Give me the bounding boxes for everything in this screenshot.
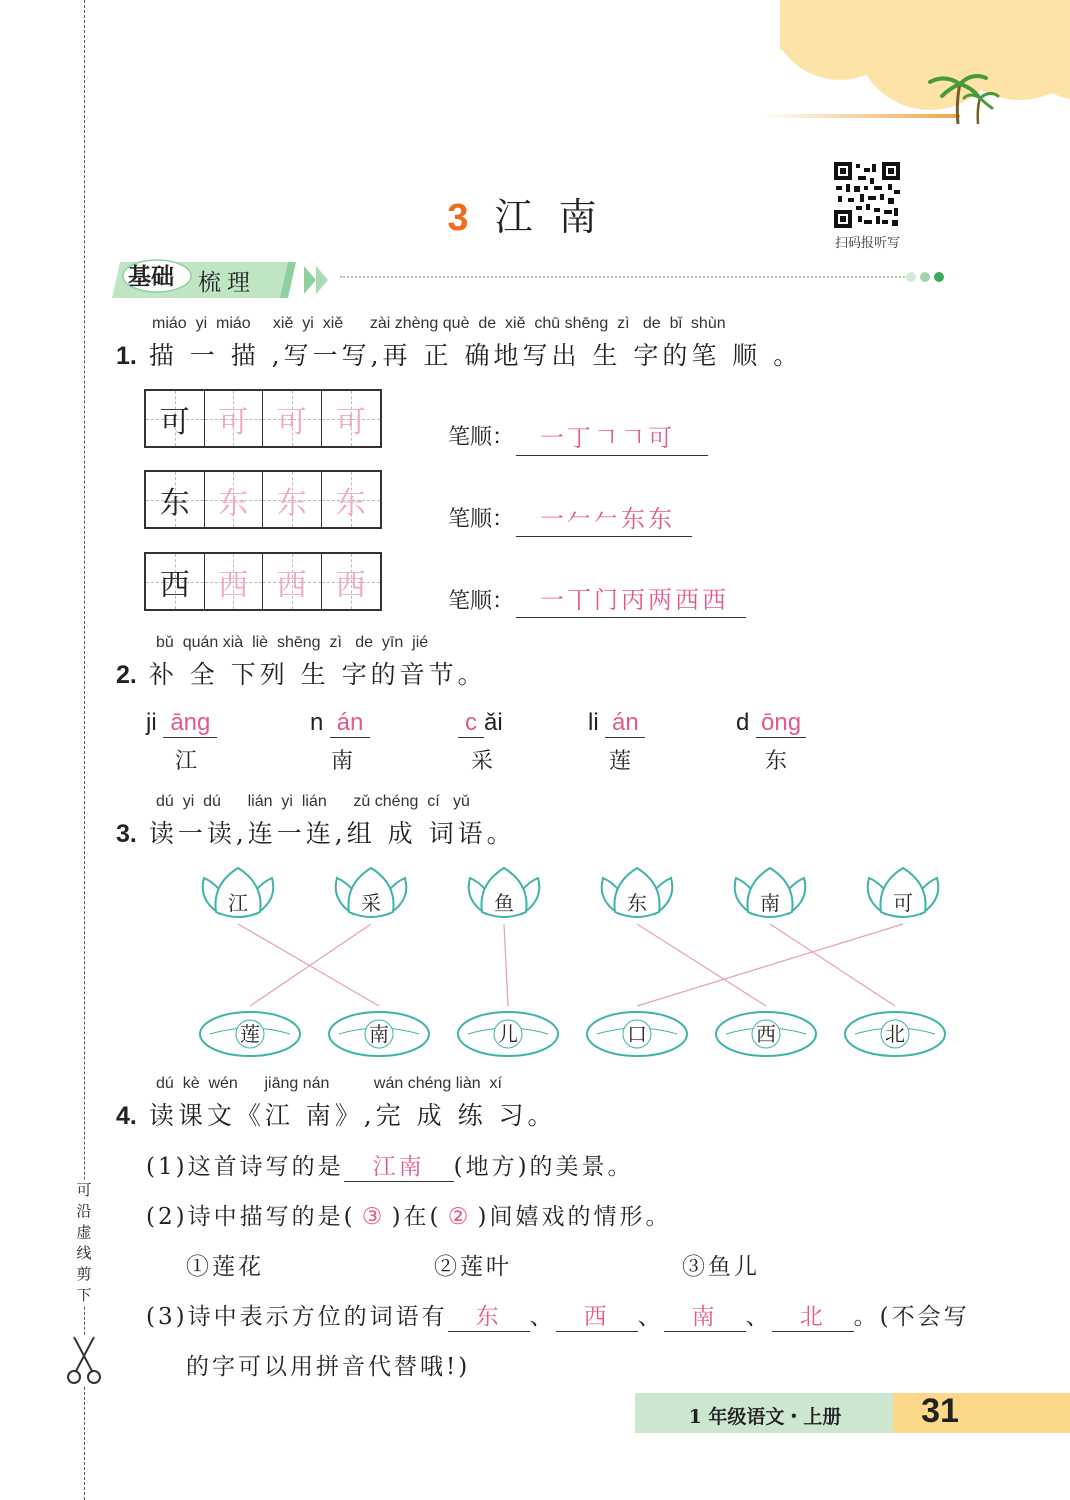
lotus-flower[interactable] xyxy=(602,868,673,917)
match-line xyxy=(250,924,371,1006)
q4-option: ②莲叶 xyxy=(434,1254,512,1280)
q4-part3: (3)诗中表示方位的词语有 东 、 西 、 南 、 北 。(不会写 xyxy=(146,1298,970,1332)
q1-title: 1. 描 一 描 ,写一写,再 正 确地写出 生 字的笔 顺 。 xyxy=(116,341,803,370)
palm-tree-icon xyxy=(920,66,1000,126)
stroke-order-label: 笔顺： xyxy=(448,507,515,532)
lotus-leaf[interactable] xyxy=(716,1012,816,1056)
syllable-item: li án xyxy=(588,709,645,738)
lesson-number: 3 xyxy=(447,197,471,239)
syllable-char: 莲 xyxy=(608,749,631,774)
lotus-leaf[interactable] xyxy=(458,1012,558,1056)
lotus-char: 可 xyxy=(893,891,913,915)
answer-blank: 江南 xyxy=(344,1148,454,1182)
match-line xyxy=(770,924,895,1006)
grid-cell-trace: 西 xyxy=(322,554,381,609)
dotted-divider xyxy=(340,276,908,278)
footer-grade: 1 年级语文・上册 xyxy=(688,1406,842,1428)
q4-option: ①莲花 xyxy=(186,1254,264,1280)
leaf-char: 南 xyxy=(369,1022,389,1046)
answer-blank: ③ xyxy=(361,1204,386,1230)
lotus-char: 东 xyxy=(627,891,647,915)
lotus-leaf[interactable] xyxy=(587,1012,687,1056)
qr-code-icon[interactable] xyxy=(834,162,900,228)
lotus-char: 鱼 xyxy=(494,891,514,915)
answer-blank: 南 xyxy=(664,1298,746,1332)
q4-part1: (1)这首诗写的是 江南 (地方)的美景。 xyxy=(146,1148,634,1182)
q4-part2: (2)诗中描写的是( ③ )在( ② )间嬉戏的情形。 xyxy=(146,1204,672,1230)
q1-pinyin: miáo yi miáo xiě yi xiě zài zhèng què de xiě chū shēng zì de bǐ shùn xyxy=(152,315,726,332)
stroke-order-answer-3: 一丅门丙两西西 xyxy=(516,580,746,618)
q4-pinyin: dú kè wén jiāng nán wán chéng liàn xí xyxy=(156,1075,502,1092)
lotus-flower[interactable] xyxy=(735,868,806,917)
section-title: 梳理 xyxy=(198,270,256,296)
lotus-matching-area[interactable] xyxy=(180,862,980,1072)
page-number: 31 xyxy=(921,1392,959,1430)
syllable-char: 采 xyxy=(470,749,493,774)
syllable-char: 南 xyxy=(330,749,353,774)
lotus-char: 采 xyxy=(361,891,381,915)
leaf-char: 口 xyxy=(627,1022,647,1046)
grid-cell-trace: 东 xyxy=(205,472,264,527)
grid-cell-trace: 可 xyxy=(263,391,322,446)
syllable-item: n án xyxy=(310,709,370,738)
qr-caption: 扫码报听写 xyxy=(834,236,900,251)
q2-title: 2. 补 全 下列 生 字的音节。 xyxy=(116,660,487,689)
syllable-item: d ōng xyxy=(736,709,806,738)
grid-cell-trace: 可 xyxy=(322,391,381,446)
grid-cell-trace: 西 xyxy=(205,554,264,609)
lotus-leaf[interactable] xyxy=(200,1012,300,1056)
leaf-char: 西 xyxy=(756,1022,776,1046)
syllable-item: ji āng xyxy=(146,709,217,738)
writing-grid-1 xyxy=(144,389,382,448)
match-line xyxy=(637,924,766,1006)
answer-blank: 东 xyxy=(448,1298,530,1332)
dots-decoration xyxy=(905,271,955,283)
answer-blank: 北 xyxy=(772,1298,854,1332)
lotus-char: 南 xyxy=(760,891,780,915)
stroke-order-label: 笔顺： xyxy=(448,425,515,450)
match-line xyxy=(637,924,903,1006)
leaf-char: 儿 xyxy=(498,1022,518,1046)
match-line xyxy=(238,924,379,1006)
grid-cell-trace: 东 xyxy=(263,472,322,527)
scissors-icon xyxy=(66,1335,102,1385)
leaf-char: 莲 xyxy=(240,1022,260,1046)
grid-cell: 可 xyxy=(146,391,205,446)
q4-option: ③鱼儿 xyxy=(682,1254,760,1280)
writing-grid-2 xyxy=(144,470,382,529)
grid-cell: 西 xyxy=(146,554,205,609)
lotus-leaf[interactable] xyxy=(329,1012,429,1056)
stroke-order-answer-2: 一𠂉𠂉东东 xyxy=(516,499,692,537)
q2-pinyin: bǔ quán xià liè shēng zì de yīn jié xyxy=(156,634,429,651)
section-title-bold: 基础 xyxy=(128,263,174,290)
stroke-order-answer-1: 一丁𠃍𠃍可 xyxy=(516,418,708,456)
syllable-char: 江 xyxy=(174,749,197,774)
lotus-flower[interactable] xyxy=(203,868,274,917)
grid-cell-trace: 西 xyxy=(263,554,322,609)
grid-cell-trace: 东 xyxy=(322,472,381,527)
lotus-flower[interactable] xyxy=(469,868,540,917)
lotus-flower[interactable] xyxy=(868,868,939,917)
syllable-item: c ǎi xyxy=(458,709,503,738)
lotus-flower[interactable] xyxy=(336,868,407,917)
q3-pinyin: dú yi dú lián yi lián zǔ chéng cí yǔ xyxy=(156,793,470,810)
grid-cell-trace: 可 xyxy=(205,391,264,446)
cut-instruction: 可 沿 虚 线 剪 下 xyxy=(74,1180,94,1306)
writing-grid-3 xyxy=(144,552,382,611)
lotus-char: 江 xyxy=(228,891,248,915)
q3-title: 3. 读一读,连一连,组 成 词语。 xyxy=(116,819,516,848)
leaf-char: 北 xyxy=(885,1022,905,1046)
q4-title: 4. 读课文《江 南》,完 成 练 习。 xyxy=(116,1101,557,1130)
answer-blank: ② xyxy=(447,1204,472,1230)
q4-part3-cont: 的字可以用拼音代替哦!) xyxy=(186,1354,471,1380)
grid-cell: 东 xyxy=(146,472,205,527)
match-line xyxy=(504,924,508,1006)
lotus-leaf[interactable] xyxy=(845,1012,945,1056)
lesson-name: 江南 xyxy=(494,195,623,239)
stroke-order-label: 笔顺： xyxy=(448,589,515,614)
syllable-char: 东 xyxy=(764,749,787,774)
answer-blank: 西 xyxy=(556,1298,638,1332)
